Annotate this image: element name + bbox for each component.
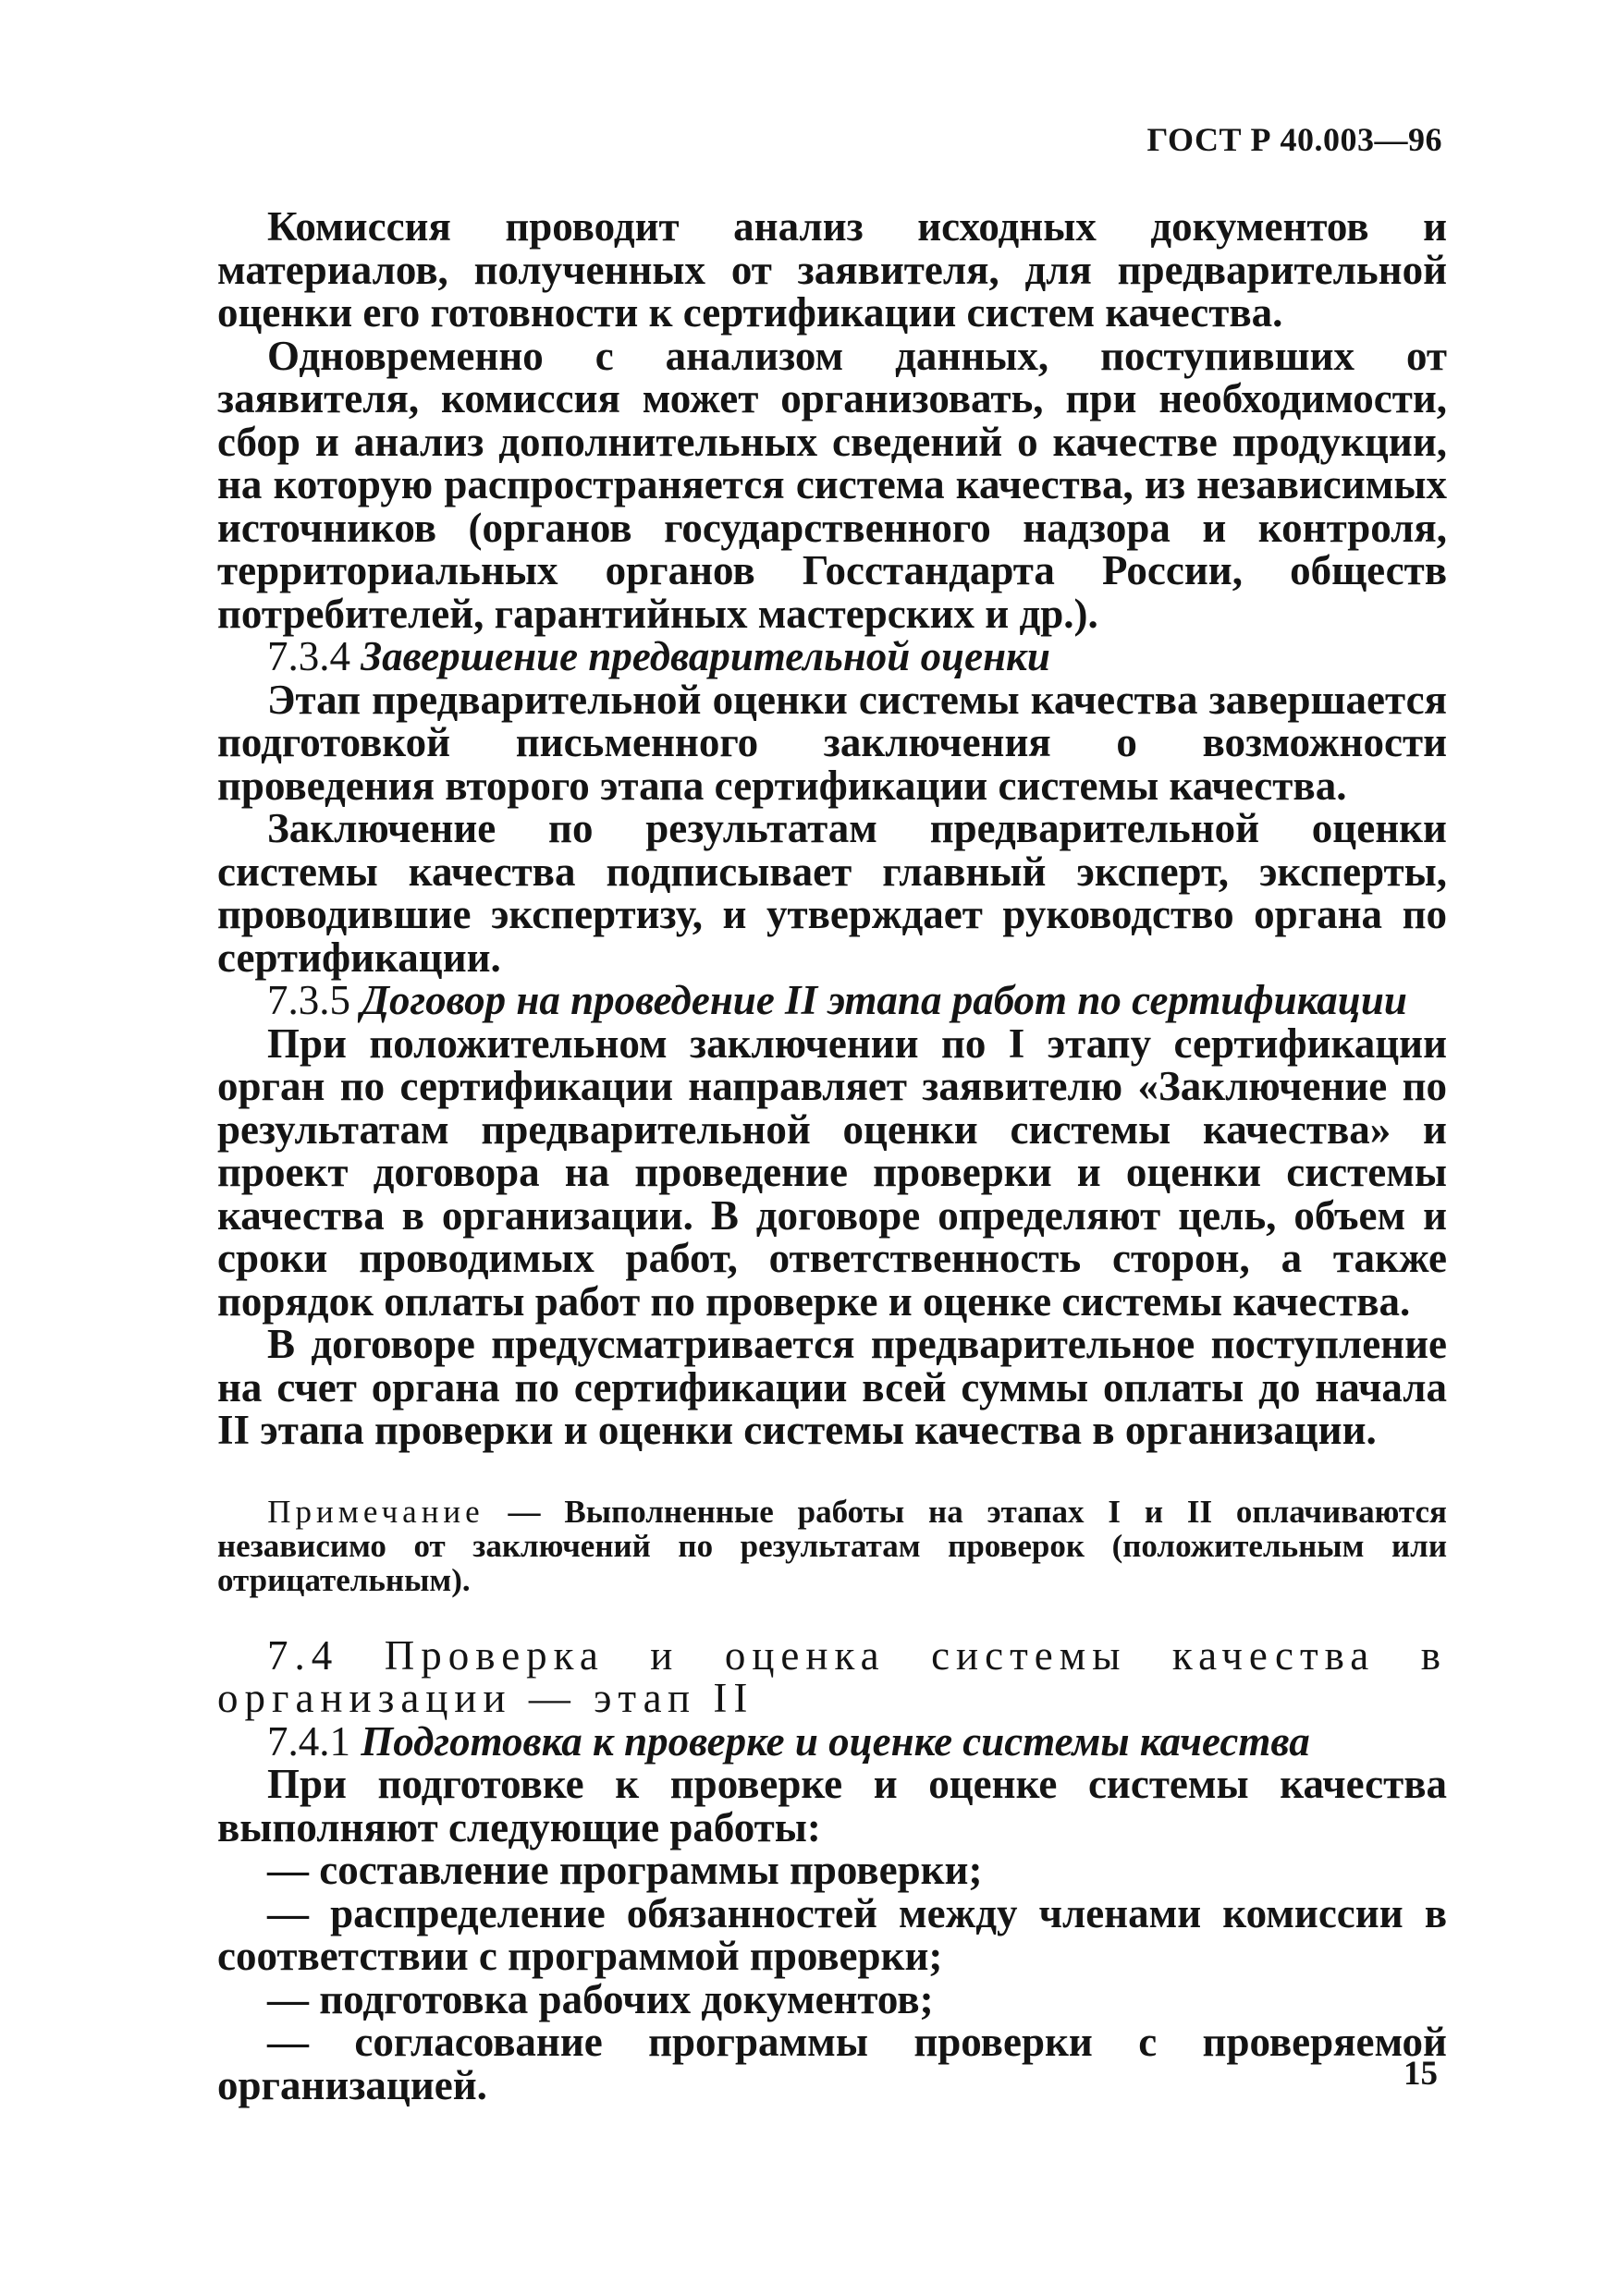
paragraph-preparation-works: При подготовке к проверке и оценке системы качества выполняют следующие работы:: [217, 1761, 1447, 1850]
list-item: — составление программы проверки;: [267, 1847, 983, 1893]
subsection-heading-7-4-1: [217, 1717, 1447, 1765]
list-item: — согласование программы проверки с проверяемой организацией.: [217, 2019, 1447, 2108]
subsection-heading-7-3-5: [217, 979, 1447, 1022]
subsection-heading-7-3-4: [217, 635, 1447, 678]
paragraph-additional-sources: Одновременно с анализом данных, поступивших от заявителя, комиссия может организовать, при необходимости, сбор и анализ дополнительных сведений о качестве продукции, на которую распространяется система качества, из независимых источников (органов государственного надзора и контроля, территориальных органов Госстандарта России, обществ потребителей, гарантийных мастерских и др.).: [217, 332, 1447, 637]
note-text: — Выполненные работы на этапах I и II оплачиваются независимо от заключений по результатам проверок (положительным или отрицательным).: [217, 1493, 1447, 1598]
note-label: Примечание: [267, 1493, 484, 1530]
subsection-number: 7.3.4: [267, 633, 350, 679]
paragraph-preliminary-completion: Этап предварительной оценки системы качества завершается подготовкой письменного заключения о возможности проведения второго этапа сертификации системы качества.: [217, 676, 1447, 809]
paragraph-positive-conclusion: При положительном заключении по I этапу сертификации орган по сертификации направляет заявителю «Заключение по результатам предварительной оценки системы качества» и проект договора на проведение проверки и оценки системы качества в организации. В договоре определяют цель, объем и сроки проводимых работ, ответственность сторон, а также порядок оплаты работ по проверке и оценке системы качества.: [217, 1020, 1447, 1325]
document-body: [217, 205, 1447, 2107]
subsection-number: 7.4.1: [267, 1717, 350, 1765]
preparation-works-list: [217, 1849, 1447, 2107]
paragraph-commission-analysis: Комиссия проводит анализ исходных документов и материалов, полученных от заявителя, для предварительной оценки его готовности к сертификации систем качества.: [217, 203, 1447, 336]
list-item: — подготовка рабочих документов;: [267, 1975, 934, 2022]
note-block: [217, 1495, 1447, 1597]
list-item: — распределение обязанностей между членами комиссии в соответствии с программой проверки;: [217, 1889, 1447, 1979]
subsection-number: 7.3.5: [267, 977, 350, 1023]
subsection-title: Завершение предварительной оценки: [361, 633, 1050, 679]
paragraph-conclusion-signing: Заключение по результатам предварительной оценки системы качества подписывает главный эксперт, эксперты, проводившие экспертизу, и утверждает руководство органа по сертификации.: [217, 805, 1447, 981]
document-code-header: ГОСТ Р 40.003—96: [1146, 121, 1442, 158]
subsection-title: Подготовка к проверке и оценке системы качества: [361, 1717, 1310, 1765]
section-heading-7-4: 7.4 Проверка и оценка системы качества в организации — этап II: [217, 1631, 1447, 1721]
paragraph-prepayment: В договоре предусматривается предварительное поступление на счет органа по сертификации всей суммы оплаты до начала II этапа проверки и оценки системы качества в организации.: [217, 1321, 1447, 1453]
page-number: 15: [1403, 2055, 1438, 2093]
subsection-title: Договор на проведение II этапа работ по сертификации: [361, 977, 1407, 1023]
